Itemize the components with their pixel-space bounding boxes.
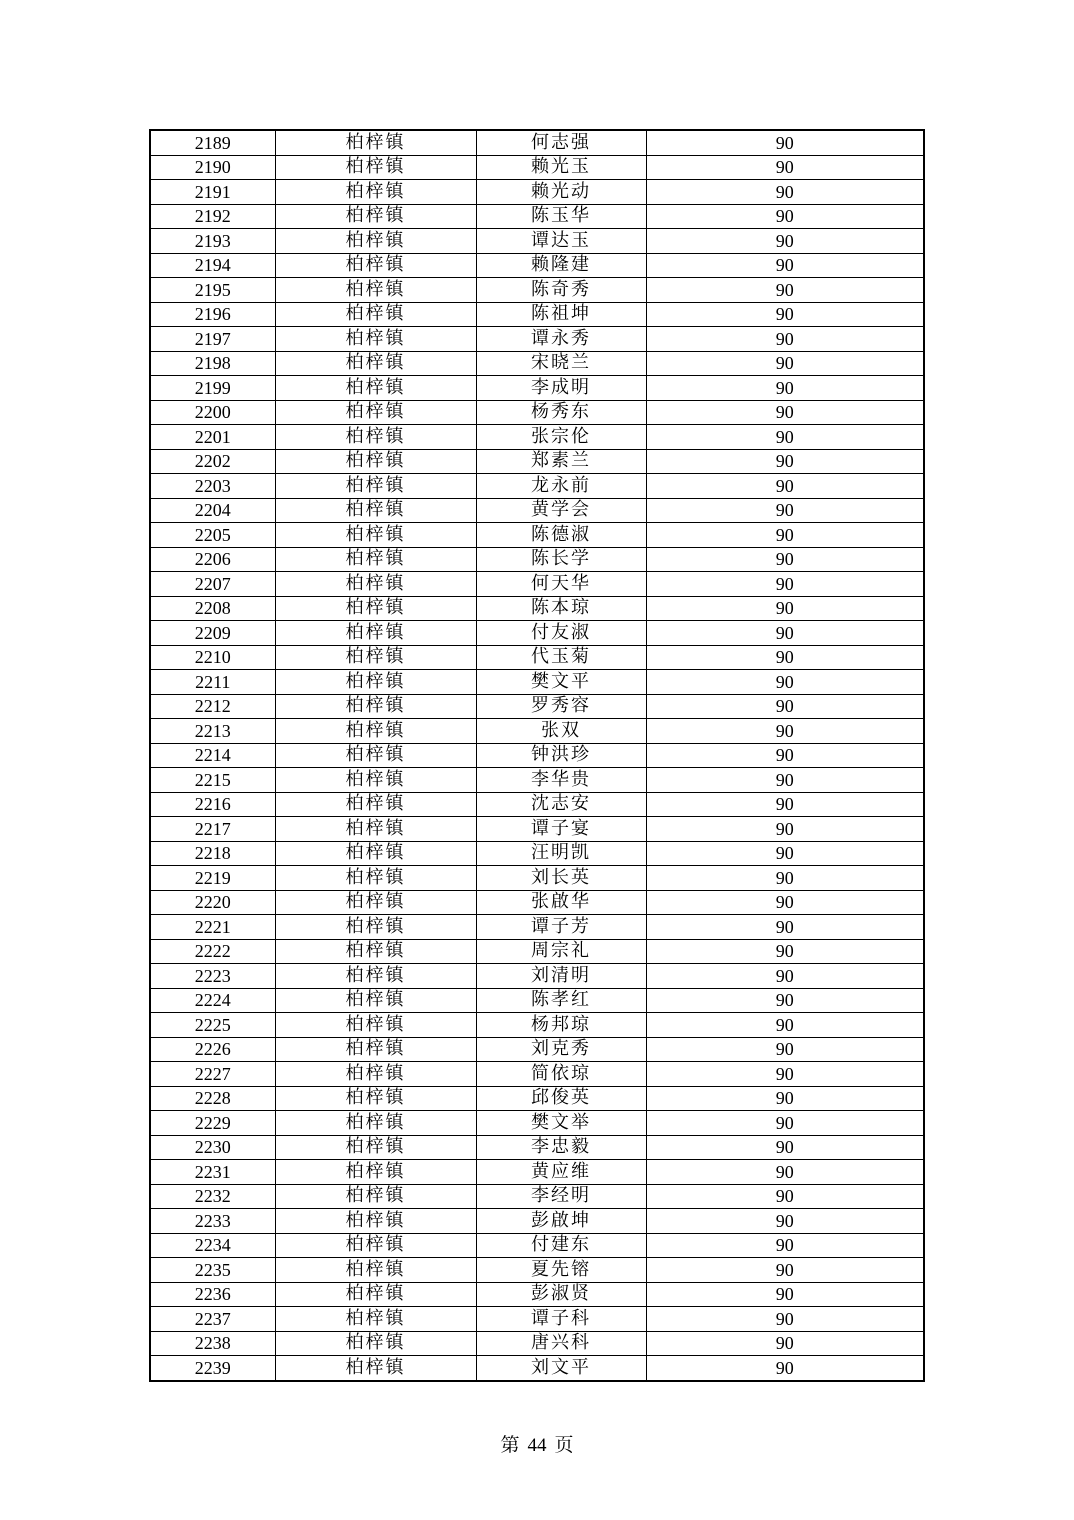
row-number-cell: 2206 [150,547,275,572]
score-cell: 90 [646,1282,924,1307]
score-cell: 90 [646,278,924,303]
table-row [150,449,924,474]
table-row [150,1111,924,1136]
score-cell: 90 [646,1013,924,1038]
town-cell: 柏梓镇 [275,670,476,695]
person-name-cell: 李成明 [476,376,646,401]
row-number-cell: 2191 [150,180,275,205]
row-number-cell: 2229 [150,1111,275,1136]
score-cell: 90 [646,1135,924,1160]
person-name-cell: 刘长英 [476,866,646,891]
row-number-cell: 2194 [150,253,275,278]
town-cell: 柏梓镇 [275,915,476,940]
score-cell: 90 [646,596,924,621]
person-name-cell: 彭啟坤 [476,1209,646,1234]
person-name-cell: 陈玉华 [476,204,646,229]
page-footer [0,1430,1074,1457]
score-cell: 90 [646,376,924,401]
table-row [150,1282,924,1307]
row-number-cell: 2193 [150,229,275,254]
person-name-cell: 黄应维 [476,1160,646,1185]
town-cell: 柏梓镇 [275,1258,476,1283]
town-cell: 柏梓镇 [275,1233,476,1258]
score-cell: 90 [646,1331,924,1356]
score-cell: 90 [646,425,924,450]
row-number-cell: 2218 [150,841,275,866]
score-cell: 90 [646,229,924,254]
row-number-cell: 2239 [150,1356,275,1381]
person-name-cell: 简依琼 [476,1062,646,1087]
score-cell: 90 [646,743,924,768]
person-name-cell: 李华贵 [476,768,646,793]
row-number-cell: 2236 [150,1282,275,1307]
person-name-cell: 樊文平 [476,670,646,695]
person-name-cell: 赖光动 [476,180,646,205]
person-name-cell: 代玉菊 [476,645,646,670]
table-row [150,400,924,425]
person-name-cell: 李忠毅 [476,1135,646,1160]
person-name-cell: 陈奇秀 [476,278,646,303]
score-cell: 90 [646,1160,924,1185]
score-cell: 90 [646,621,924,646]
town-cell: 柏梓镇 [275,1184,476,1209]
person-name-cell: 刘清明 [476,964,646,989]
row-number-cell: 2223 [150,964,275,989]
score-cell: 90 [646,572,924,597]
person-name-cell: 黄学会 [476,498,646,523]
score-cell: 90 [646,204,924,229]
town-cell: 柏梓镇 [275,694,476,719]
town-cell: 柏梓镇 [275,792,476,817]
person-name-cell: 陈长学 [476,547,646,572]
table-row [150,743,924,768]
score-cell: 90 [646,1307,924,1332]
town-cell: 柏梓镇 [275,1307,476,1332]
person-name-cell: 付友淑 [476,621,646,646]
town-cell: 柏梓镇 [275,1356,476,1381]
town-cell: 柏梓镇 [275,400,476,425]
row-number-cell: 2227 [150,1062,275,1087]
town-cell: 柏梓镇 [275,547,476,572]
row-number-cell: 2215 [150,768,275,793]
town-cell: 柏梓镇 [275,474,476,499]
table-row [150,964,924,989]
town-cell: 柏梓镇 [275,351,476,376]
table-row [150,229,924,254]
table-row [150,1307,924,1332]
table-row [150,817,924,842]
score-cell: 90 [646,768,924,793]
table-row [150,719,924,744]
person-name-cell: 赖隆建 [476,253,646,278]
person-name-cell: 张啟华 [476,890,646,915]
score-cell: 90 [646,449,924,474]
town-cell: 柏梓镇 [275,1013,476,1038]
town-cell: 柏梓镇 [275,1135,476,1160]
person-name-cell: 唐兴科 [476,1331,646,1356]
score-cell: 90 [646,817,924,842]
page-label-prefix: 第 [500,1434,520,1456]
person-name-cell: 龙永前 [476,474,646,499]
person-name-cell: 陈本琼 [476,596,646,621]
table-row [150,155,924,180]
score-cell: 90 [646,1233,924,1258]
table-row [150,204,924,229]
row-number-cell: 2225 [150,1013,275,1038]
person-name-cell: 张宗伦 [476,425,646,450]
row-number-cell: 2204 [150,498,275,523]
town-cell: 柏梓镇 [275,596,476,621]
town-cell: 柏梓镇 [275,1331,476,1356]
row-number-cell: 2226 [150,1037,275,1062]
row-number-cell: 2209 [150,621,275,646]
row-number-cell: 2208 [150,596,275,621]
score-cell: 90 [646,645,924,670]
table-row [150,302,924,327]
score-cell: 90 [646,964,924,989]
score-cell: 90 [646,719,924,744]
score-cell: 90 [646,327,924,352]
town-cell: 柏梓镇 [275,621,476,646]
score-cell: 90 [646,498,924,523]
person-name-cell: 赖光玉 [476,155,646,180]
table-row [150,523,924,548]
score-cell: 90 [646,351,924,376]
table-row [150,376,924,401]
table-row [150,1086,924,1111]
row-number-cell: 2203 [150,474,275,499]
person-name-cell: 周宗礼 [476,939,646,964]
row-number-cell: 2199 [150,376,275,401]
table-row [150,645,924,670]
roster-table [149,129,925,1382]
person-name-cell: 陈孝红 [476,988,646,1013]
row-number-cell: 2210 [150,645,275,670]
town-cell: 柏梓镇 [275,498,476,523]
table-row [150,1062,924,1087]
town-cell: 柏梓镇 [275,988,476,1013]
score-cell: 90 [646,1184,924,1209]
score-cell: 90 [646,1037,924,1062]
score-cell: 90 [646,841,924,866]
row-number-cell: 2214 [150,743,275,768]
person-name-cell: 何志强 [476,130,646,155]
row-number-cell: 2217 [150,817,275,842]
table-row [150,572,924,597]
town-cell: 柏梓镇 [275,817,476,842]
person-name-cell: 沈志安 [476,792,646,817]
row-number-cell: 2233 [150,1209,275,1234]
page-label-suffix: 页 [554,1434,574,1456]
table-row [150,253,924,278]
score-cell: 90 [646,400,924,425]
table-row [150,1037,924,1062]
person-name-cell: 郑素兰 [476,449,646,474]
row-number-cell: 2198 [150,351,275,376]
person-name-cell: 谭子宴 [476,817,646,842]
town-cell: 柏梓镇 [275,523,476,548]
score-cell: 90 [646,694,924,719]
row-number-cell: 2219 [150,866,275,891]
row-number-cell: 2238 [150,1331,275,1356]
row-number-cell: 2237 [150,1307,275,1332]
row-number-cell: 2224 [150,988,275,1013]
row-number-cell: 2228 [150,1086,275,1111]
row-number-cell: 2235 [150,1258,275,1283]
table-row [150,547,924,572]
row-number-cell: 2216 [150,792,275,817]
table-row [150,1233,924,1258]
table-row [150,1331,924,1356]
town-cell: 柏梓镇 [275,253,476,278]
person-name-cell: 谭子芳 [476,915,646,940]
person-name-cell: 张双 [476,719,646,744]
person-name-cell: 付建东 [476,1233,646,1258]
person-name-cell: 樊文举 [476,1111,646,1136]
row-number-cell: 2211 [150,670,275,695]
town-cell: 柏梓镇 [275,1209,476,1234]
table-row [150,1209,924,1234]
town-cell: 柏梓镇 [275,645,476,670]
row-number-cell: 2189 [150,130,275,155]
row-number-cell: 2192 [150,204,275,229]
table-row [150,474,924,499]
town-cell: 柏梓镇 [275,302,476,327]
score-cell: 90 [646,1209,924,1234]
table-row [150,180,924,205]
score-cell: 90 [646,547,924,572]
row-number-cell: 2232 [150,1184,275,1209]
score-cell: 90 [646,670,924,695]
score-cell: 90 [646,302,924,327]
table-row [150,327,924,352]
town-cell: 柏梓镇 [275,890,476,915]
table-row [150,670,924,695]
row-number-cell: 2200 [150,400,275,425]
person-name-cell: 彭淑贤 [476,1282,646,1307]
table-row [150,1356,924,1381]
town-cell: 柏梓镇 [275,1111,476,1136]
person-name-cell: 罗秀容 [476,694,646,719]
score-cell: 90 [646,474,924,499]
row-number-cell: 2222 [150,939,275,964]
score-cell: 90 [646,792,924,817]
person-name-cell: 刘克秀 [476,1037,646,1062]
row-number-cell: 2195 [150,278,275,303]
row-number-cell: 2197 [150,327,275,352]
row-number-cell: 2220 [150,890,275,915]
table-row [150,939,924,964]
person-name-cell: 杨秀东 [476,400,646,425]
row-number-cell: 2205 [150,523,275,548]
table-row [150,1013,924,1038]
person-name-cell: 李经明 [476,1184,646,1209]
table-row [150,866,924,891]
town-cell: 柏梓镇 [275,229,476,254]
score-cell: 90 [646,180,924,205]
town-cell: 柏梓镇 [275,866,476,891]
row-number-cell: 2234 [150,1233,275,1258]
town-cell: 柏梓镇 [275,964,476,989]
town-cell: 柏梓镇 [275,1282,476,1307]
roster-table-body [150,130,924,1381]
person-name-cell: 夏先镕 [476,1258,646,1283]
score-cell: 90 [646,866,924,891]
town-cell: 柏梓镇 [275,1062,476,1087]
row-number-cell: 2201 [150,425,275,450]
person-name-cell: 陈德淑 [476,523,646,548]
table-row [150,915,924,940]
table-row [150,890,924,915]
table-row [150,425,924,450]
town-cell: 柏梓镇 [275,204,476,229]
person-name-cell: 何天华 [476,572,646,597]
score-cell: 90 [646,1062,924,1087]
row-number-cell: 2231 [150,1160,275,1185]
row-number-cell: 2212 [150,694,275,719]
table-row [150,621,924,646]
person-name-cell: 刘文平 [476,1356,646,1381]
row-number-cell: 2207 [150,572,275,597]
row-number-cell: 2196 [150,302,275,327]
person-name-cell: 谭子科 [476,1307,646,1332]
score-cell: 90 [646,915,924,940]
table-row [150,278,924,303]
town-cell: 柏梓镇 [275,768,476,793]
score-cell: 90 [646,988,924,1013]
row-number-cell: 2213 [150,719,275,744]
person-name-cell: 汪明凯 [476,841,646,866]
score-cell: 90 [646,1111,924,1136]
town-cell: 柏梓镇 [275,327,476,352]
row-number-cell: 2230 [150,1135,275,1160]
score-cell: 90 [646,1356,924,1381]
score-cell: 90 [646,523,924,548]
row-number-cell: 2190 [150,155,275,180]
town-cell: 柏梓镇 [275,1086,476,1111]
table-row [150,498,924,523]
score-cell: 90 [646,1086,924,1111]
town-cell: 柏梓镇 [275,376,476,401]
score-cell: 90 [646,130,924,155]
table-row [150,1258,924,1283]
town-cell: 柏梓镇 [275,425,476,450]
table-row [150,792,924,817]
score-cell: 90 [646,1258,924,1283]
table-row [150,351,924,376]
person-name-cell: 邱俊英 [476,1086,646,1111]
town-cell: 柏梓镇 [275,841,476,866]
table-row [150,694,924,719]
town-cell: 柏梓镇 [275,155,476,180]
score-cell: 90 [646,155,924,180]
table-row [150,596,924,621]
table-row [150,841,924,866]
table-row [150,1160,924,1185]
town-cell: 柏梓镇 [275,130,476,155]
town-cell: 柏梓镇 [275,1160,476,1185]
town-cell: 柏梓镇 [275,180,476,205]
row-number-cell: 2202 [150,449,275,474]
person-name-cell: 杨邦琼 [476,1013,646,1038]
town-cell: 柏梓镇 [275,939,476,964]
row-number-cell: 2221 [150,915,275,940]
table-row [150,1135,924,1160]
score-cell: 90 [646,253,924,278]
town-cell: 柏梓镇 [275,449,476,474]
person-name-cell: 谭永秀 [476,327,646,352]
page-number: 44 [527,1435,547,1456]
town-cell: 柏梓镇 [275,1037,476,1062]
person-name-cell: 谭达玉 [476,229,646,254]
score-cell: 90 [646,939,924,964]
table-row [150,1184,924,1209]
person-name-cell: 宋晓兰 [476,351,646,376]
person-name-cell: 陈祖坤 [476,302,646,327]
person-name-cell: 钟洪珍 [476,743,646,768]
town-cell: 柏梓镇 [275,743,476,768]
table-row [150,988,924,1013]
score-cell: 90 [646,890,924,915]
table-row [150,768,924,793]
town-cell: 柏梓镇 [275,278,476,303]
table-row [150,130,924,155]
town-cell: 柏梓镇 [275,719,476,744]
town-cell: 柏梓镇 [275,572,476,597]
